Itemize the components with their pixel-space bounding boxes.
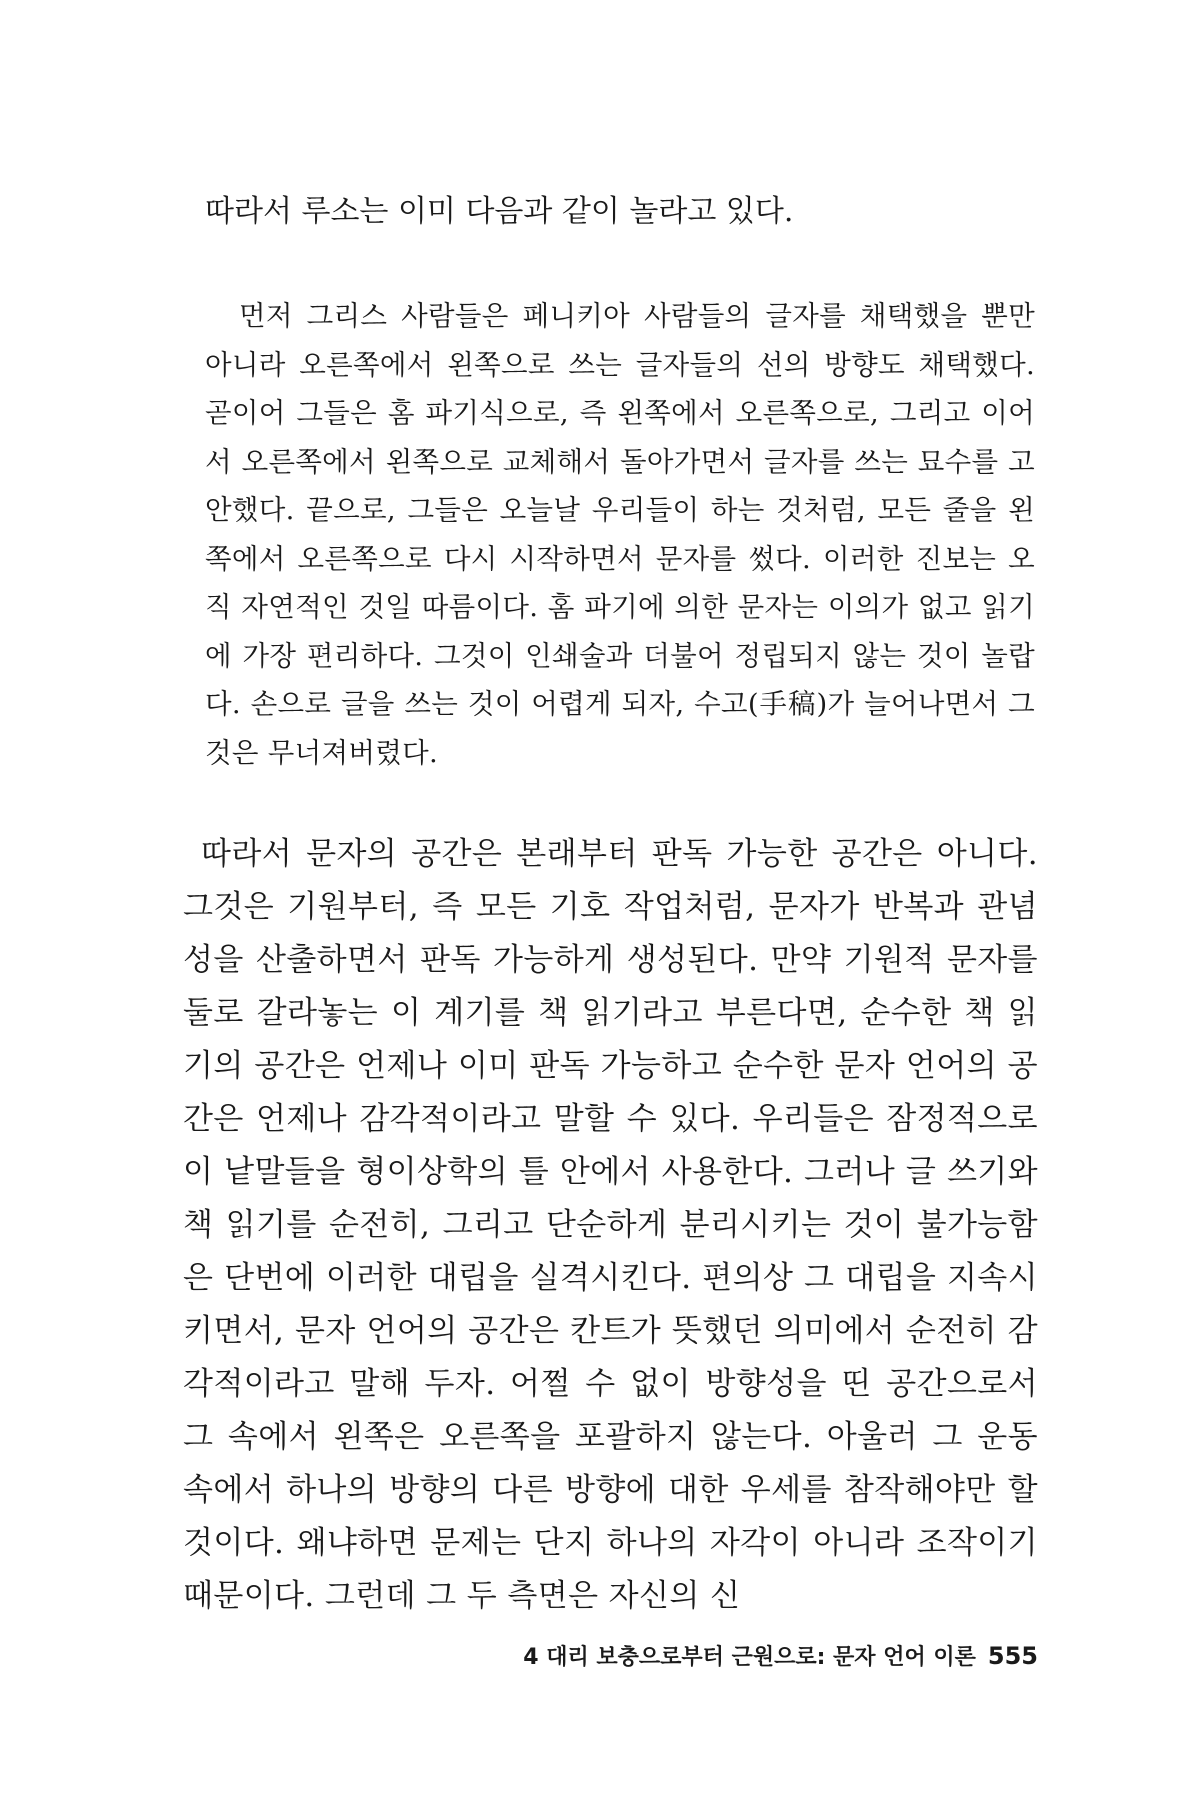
intro-line: 따라서 루소는 이미 다음과 같이 놀라고 있다. bbox=[205, 194, 794, 229]
page-number: 555 bbox=[987, 1642, 1038, 1670]
running-title: 4 대리 보충으로부터 근원으로: 문자 언어 이론 bbox=[523, 1645, 976, 1670]
body-paragraph: 따라서 문자의 공간은 본래부터 판독 가능한 공간은 아니다. 그것은 기원부터, 즉 모든 기호 작업처럼, 문자가 반복과 관념성을 산출하면서 판독 가능하게 생성된다. 만약 기원적 문자를 둘로 갈라놓는 이 계기를 책 읽기라고 부른다면, 순수한 책 읽기의 공간은 언제나 이미 판독 가능하고 순수한 문자 언어의 공간은 언제나 감각적이라고 말할 수 있다. 우리들은 잠정적으로 이 낱말들을 형이상학의 틀 안에서 사용한다. 그러나 글 쓰기와 책 읽기를 순전히, 그리고 단순하게 분리시키는 것이 불가능함은 단번에 이러한 대립을 실격시킨다. 편의상 그 대립을 지속시키면서, 문자 언어의 공간은 칸트가 뜻했던 의미에서 순전히 감각적이라고 말해 두자. 어쩔 수 없이 방향성을 띤 공간으로서 그 속에서 왼쪽은 오른쪽을 포괄하지 않는다. 아울러 그 운동 속에서 하나의 방향의 다른 방향에 대한 우세를 참작해야만 할 것이다. 왜냐하면 문제는 단지 하나의 자각이 아니라 조작이기 때문이다. 그런데 그 두 측면은 자신의 신 bbox=[183, 836, 1038, 1614]
page-footer bbox=[438, 1638, 1038, 1674]
block-quote: 먼저 그리스 사람들은 페니키아 사람들의 글자를 채택했을 뿐만 아니라 오른쪽에서 왼쪽으로 쓰는 글자들의 선의 방향도 채택했다. 곧이어 그들은 홈 파기식으로, 즉 왼쪽에서 오른쪽으로, 그리고 이어서 오른쪽에서 왼쪽으로 교체해서 돌아가면서 글자를 쓰는 묘수를 고안했다. 끝으로, 그들은 오늘날 우리들이 하는 것처럼, 모든 줄을 왼쪽에서 오른쪽으로 다시 시작하면서 문자를 썼다. 이러한 진보는 오직 자연적인 것일 따름이다. 홈 파기에 의한 문자는 이의가 없고 읽기에 가장 편리하다. 그것이 인쇄술과 더불어 정립되지 않는 것이 놀랍다. 손으로 글을 쓰는 것이 어렵게 되자, 수고(手稿)가 늘어나면서 그것은 무너져버렸다. bbox=[205, 300, 1035, 769]
